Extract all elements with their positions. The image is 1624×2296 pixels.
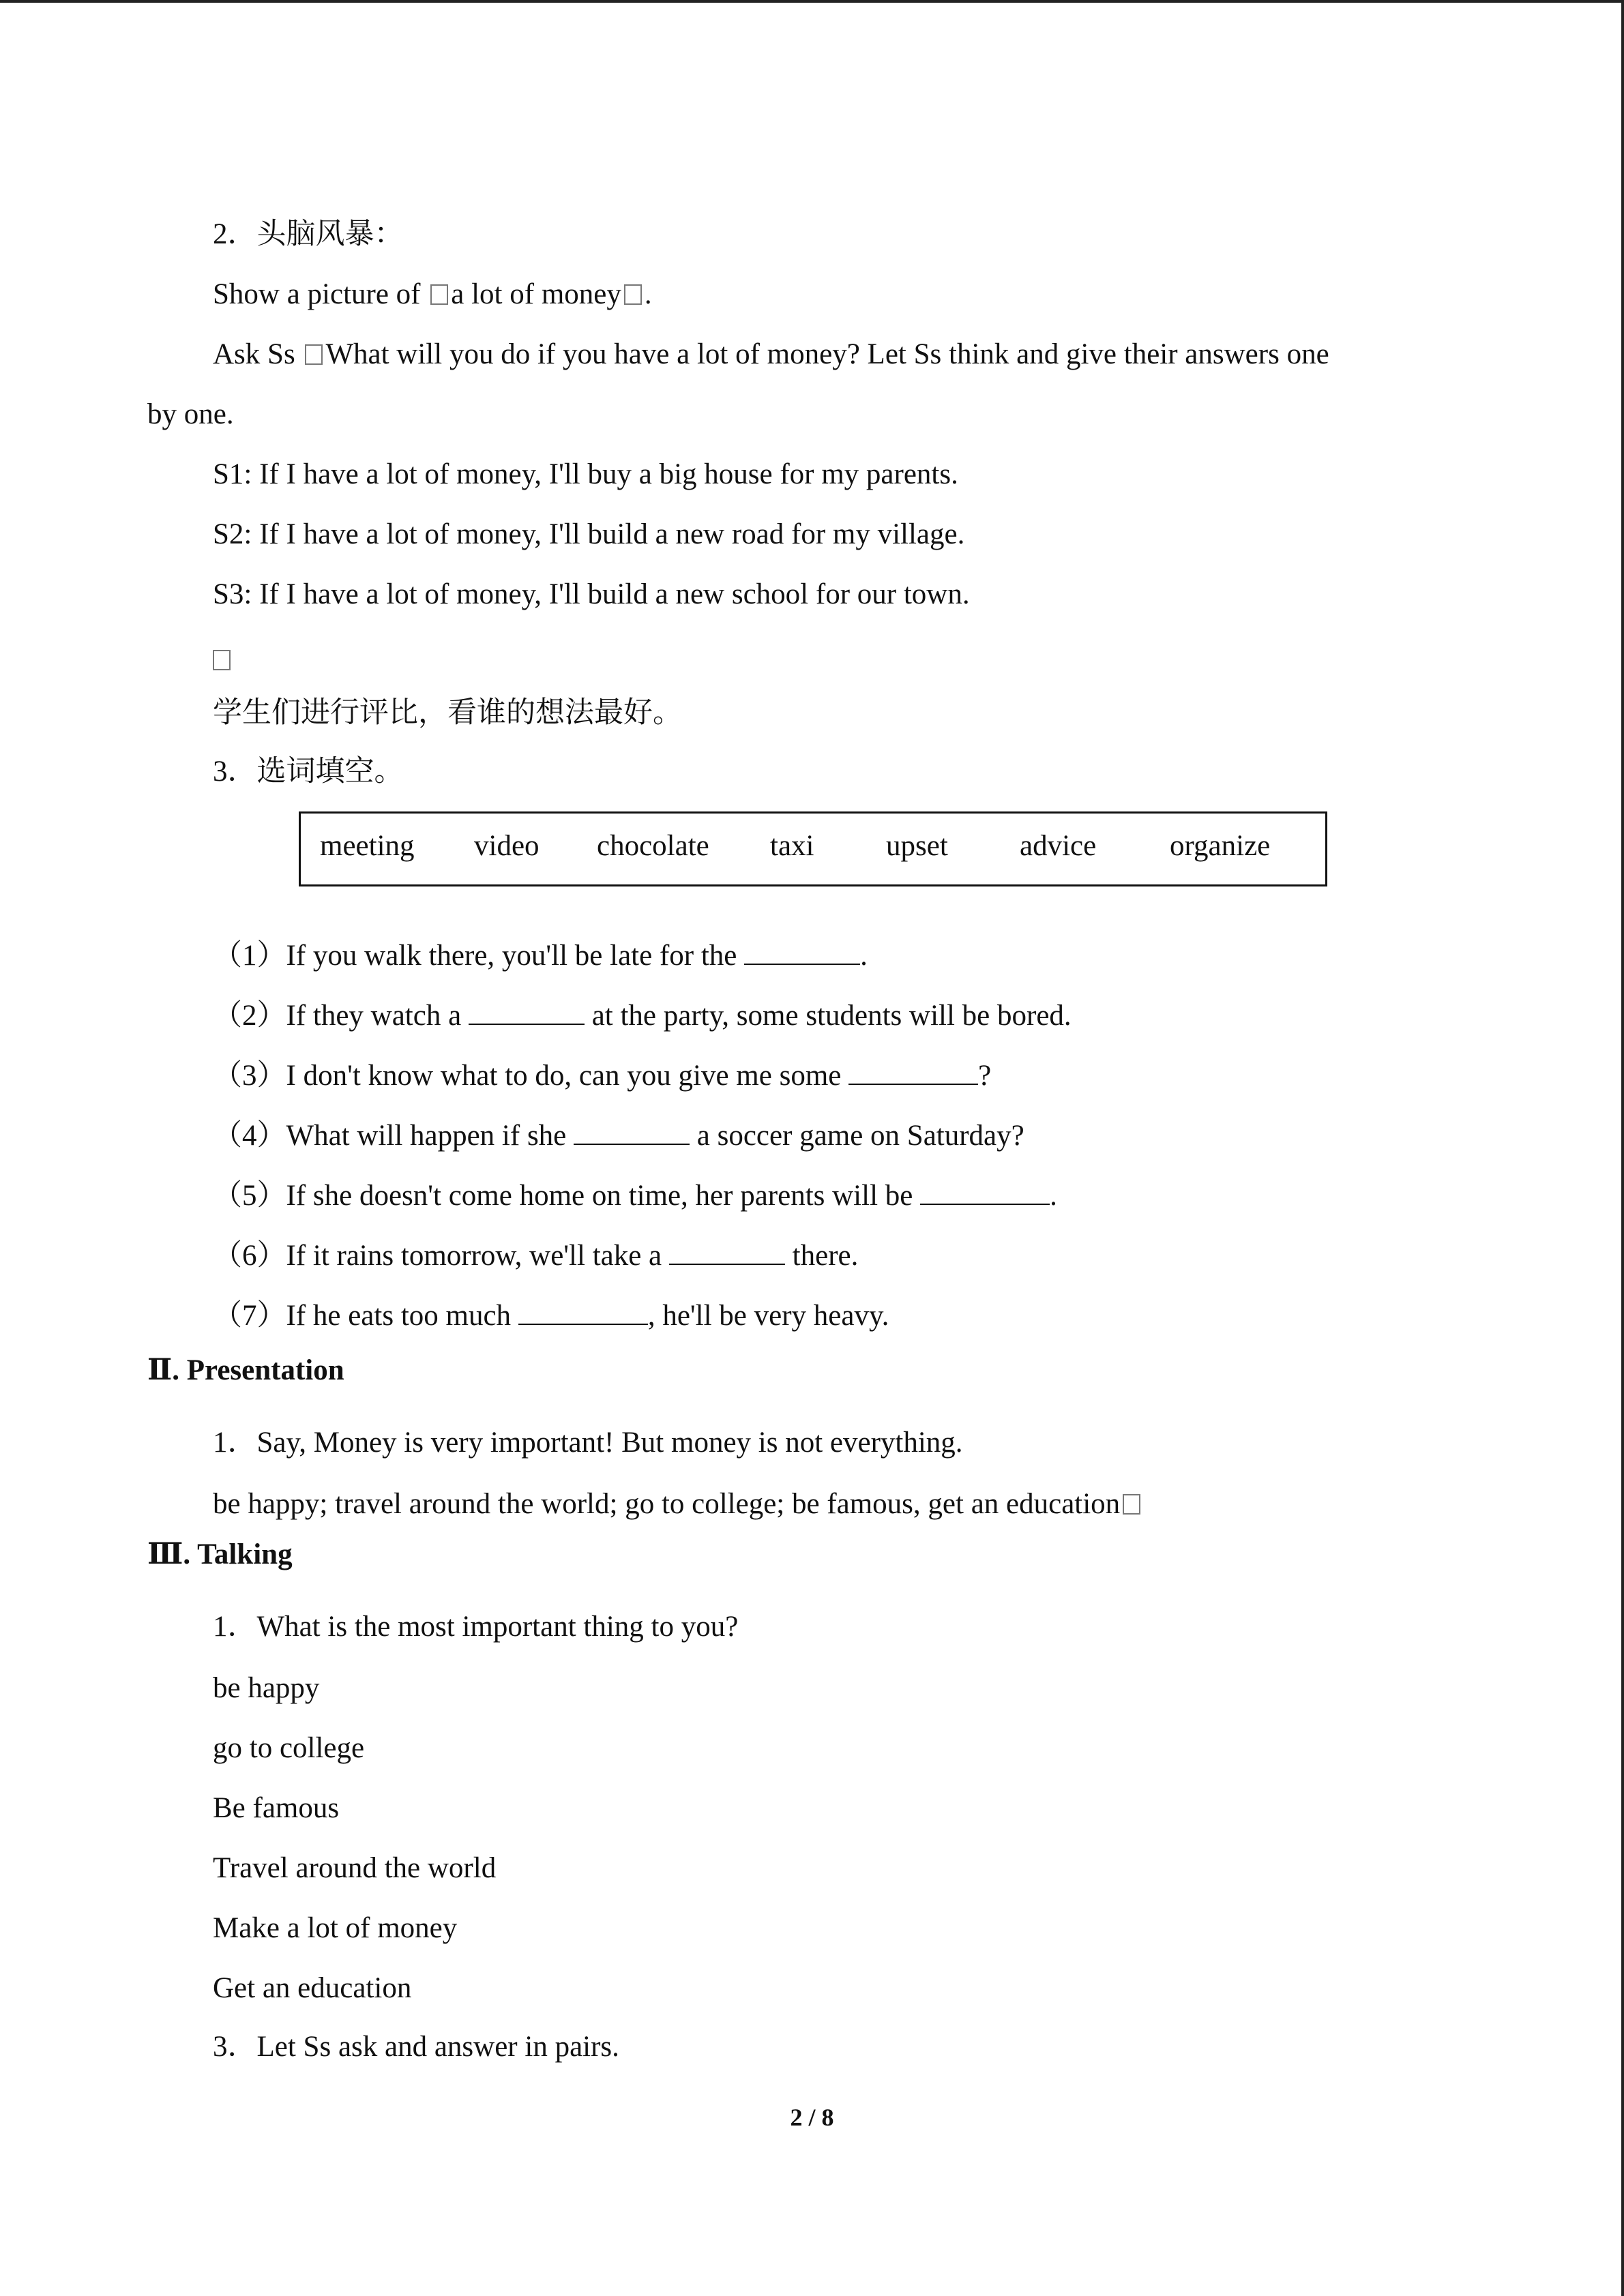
missing-glyph-icon	[213, 650, 231, 670]
talking-option: Get an education	[213, 1972, 412, 2004]
talking-item-3: 3．Let Ss ask and answer in pairs.	[213, 2031, 619, 2063]
fill-item-4	[213, 1118, 1024, 1154]
ask-after: What will you do if you have a lot of money? Let Ss think and give their answers one	[325, 338, 1329, 370]
answer-s2: S2: If I have a lot of money, I'll build a new road for my village.	[213, 518, 965, 550]
talking-option: Be famous	[213, 1792, 340, 1824]
compare-line: 学生们进行评比，看谁的想法最好。	[213, 697, 682, 729]
show-picture-middle: a lot of money	[451, 278, 621, 310]
fill-item-text: （1）If you walk there, you'll be late for the	[213, 940, 737, 972]
fill-item-text: （4）What will happen if she	[213, 1120, 567, 1152]
fill-item-text: （2）If they watch a	[213, 1000, 462, 1032]
answer-blank[interactable]	[669, 1263, 785, 1265]
word-bank-item: video	[474, 830, 540, 862]
fill-item-7	[213, 1298, 889, 1334]
fill-item-text: there.	[792, 1240, 859, 1272]
word-bank-item: chocolate	[597, 830, 709, 862]
answer-s1: S1: If I have a lot of money, I'll buy a big house for my parents.	[213, 458, 958, 490]
fill-item-text: .	[1050, 1180, 1057, 1212]
presentation-heading	[147, 1353, 344, 1388]
word-bank-item: taxi	[770, 830, 814, 862]
word-bank-item: upset	[886, 830, 948, 862]
page-right-border	[1621, 0, 1624, 2296]
fill-item-text: （7）If he eats too much	[213, 1300, 512, 1332]
ask-line-2: by one.	[147, 398, 234, 430]
talking-option: be happy	[213, 1672, 320, 1704]
heading-number: Ⅱ.	[147, 1354, 179, 1386]
presentation-item-1: 1．Say, Money is very important! But money is not everything.	[213, 1427, 963, 1459]
answer-blank[interactable]	[848, 1083, 978, 1085]
talking-question: 1．What is the most important thing to you?	[213, 1611, 739, 1643]
answer-s3: S3: If I have a lot of money, I'll build a new school for our town.	[213, 578, 970, 610]
word-bank-item: advice	[1020, 830, 1097, 862]
fill-item-text: ?	[978, 1060, 992, 1092]
talking-option: Travel around the world	[213, 1852, 497, 1884]
presentation-item-2	[213, 1487, 1143, 1522]
empty-line-marker	[213, 642, 231, 678]
fill-item-text: （3）I don't know what to do, can you give me some	[213, 1060, 842, 1092]
missing-glyph-icon	[1123, 1494, 1140, 1515]
show-picture-before: Show a picture of	[213, 278, 421, 310]
word-bank-box	[299, 811, 1327, 886]
fill-item-text: at the party, some students will be bored.	[591, 1000, 1072, 1032]
missing-glyph-icon	[305, 344, 323, 365]
fill-item-1	[213, 938, 868, 974]
fill-item-5	[213, 1178, 1057, 1214]
section-brainstorm-title: 2．头脑风暴：	[213, 218, 404, 250]
page-top-border	[0, 0, 1624, 3]
heading-number: Ⅲ.	[147, 1538, 191, 1570]
word-bank-item: meeting	[320, 830, 415, 862]
fill-item-2	[213, 998, 1072, 1034]
ask-before: Ask Ss	[213, 338, 295, 370]
show-picture-after: .	[644, 278, 652, 310]
section-fill-title: 3．选词填空。	[213, 756, 404, 788]
talking-heading	[147, 1537, 293, 1572]
missing-glyph-icon	[430, 284, 448, 305]
heading-text: Presentation	[186, 1354, 344, 1386]
heading-text: Talking	[197, 1538, 293, 1570]
fill-item-3	[213, 1058, 991, 1094]
talking-option: go to college	[213, 1732, 365, 1764]
fill-item-text: （6）If it rains tomorrow, we'll take a	[213, 1240, 662, 1272]
fill-item-text: , he'll be very heavy.	[647, 1300, 889, 1332]
presentation-list: be happy; travel around the world; go to college; be famous, get an education	[213, 1488, 1121, 1520]
answer-blank[interactable]	[744, 963, 860, 965]
word-bank-item: organize	[1170, 830, 1271, 862]
fill-item-6	[213, 1238, 858, 1274]
page-number: 2 / 8	[790, 2104, 834, 2131]
show-picture-line	[213, 277, 652, 312]
answer-blank[interactable]	[469, 1023, 585, 1025]
fill-item-text: .	[860, 940, 868, 972]
fill-item-text: （5）If she doesn't come home on time, her parents will be	[213, 1180, 913, 1212]
missing-glyph-icon	[624, 284, 642, 305]
talking-option: Make a lot of money	[213, 1912, 458, 1944]
answer-blank[interactable]	[574, 1143, 690, 1145]
answer-blank[interactable]	[518, 1323, 648, 1325]
ask-line-1	[213, 337, 1329, 372]
answer-blank[interactable]	[920, 1203, 1050, 1205]
fill-item-text: a soccer game on Saturday?	[696, 1120, 1024, 1152]
